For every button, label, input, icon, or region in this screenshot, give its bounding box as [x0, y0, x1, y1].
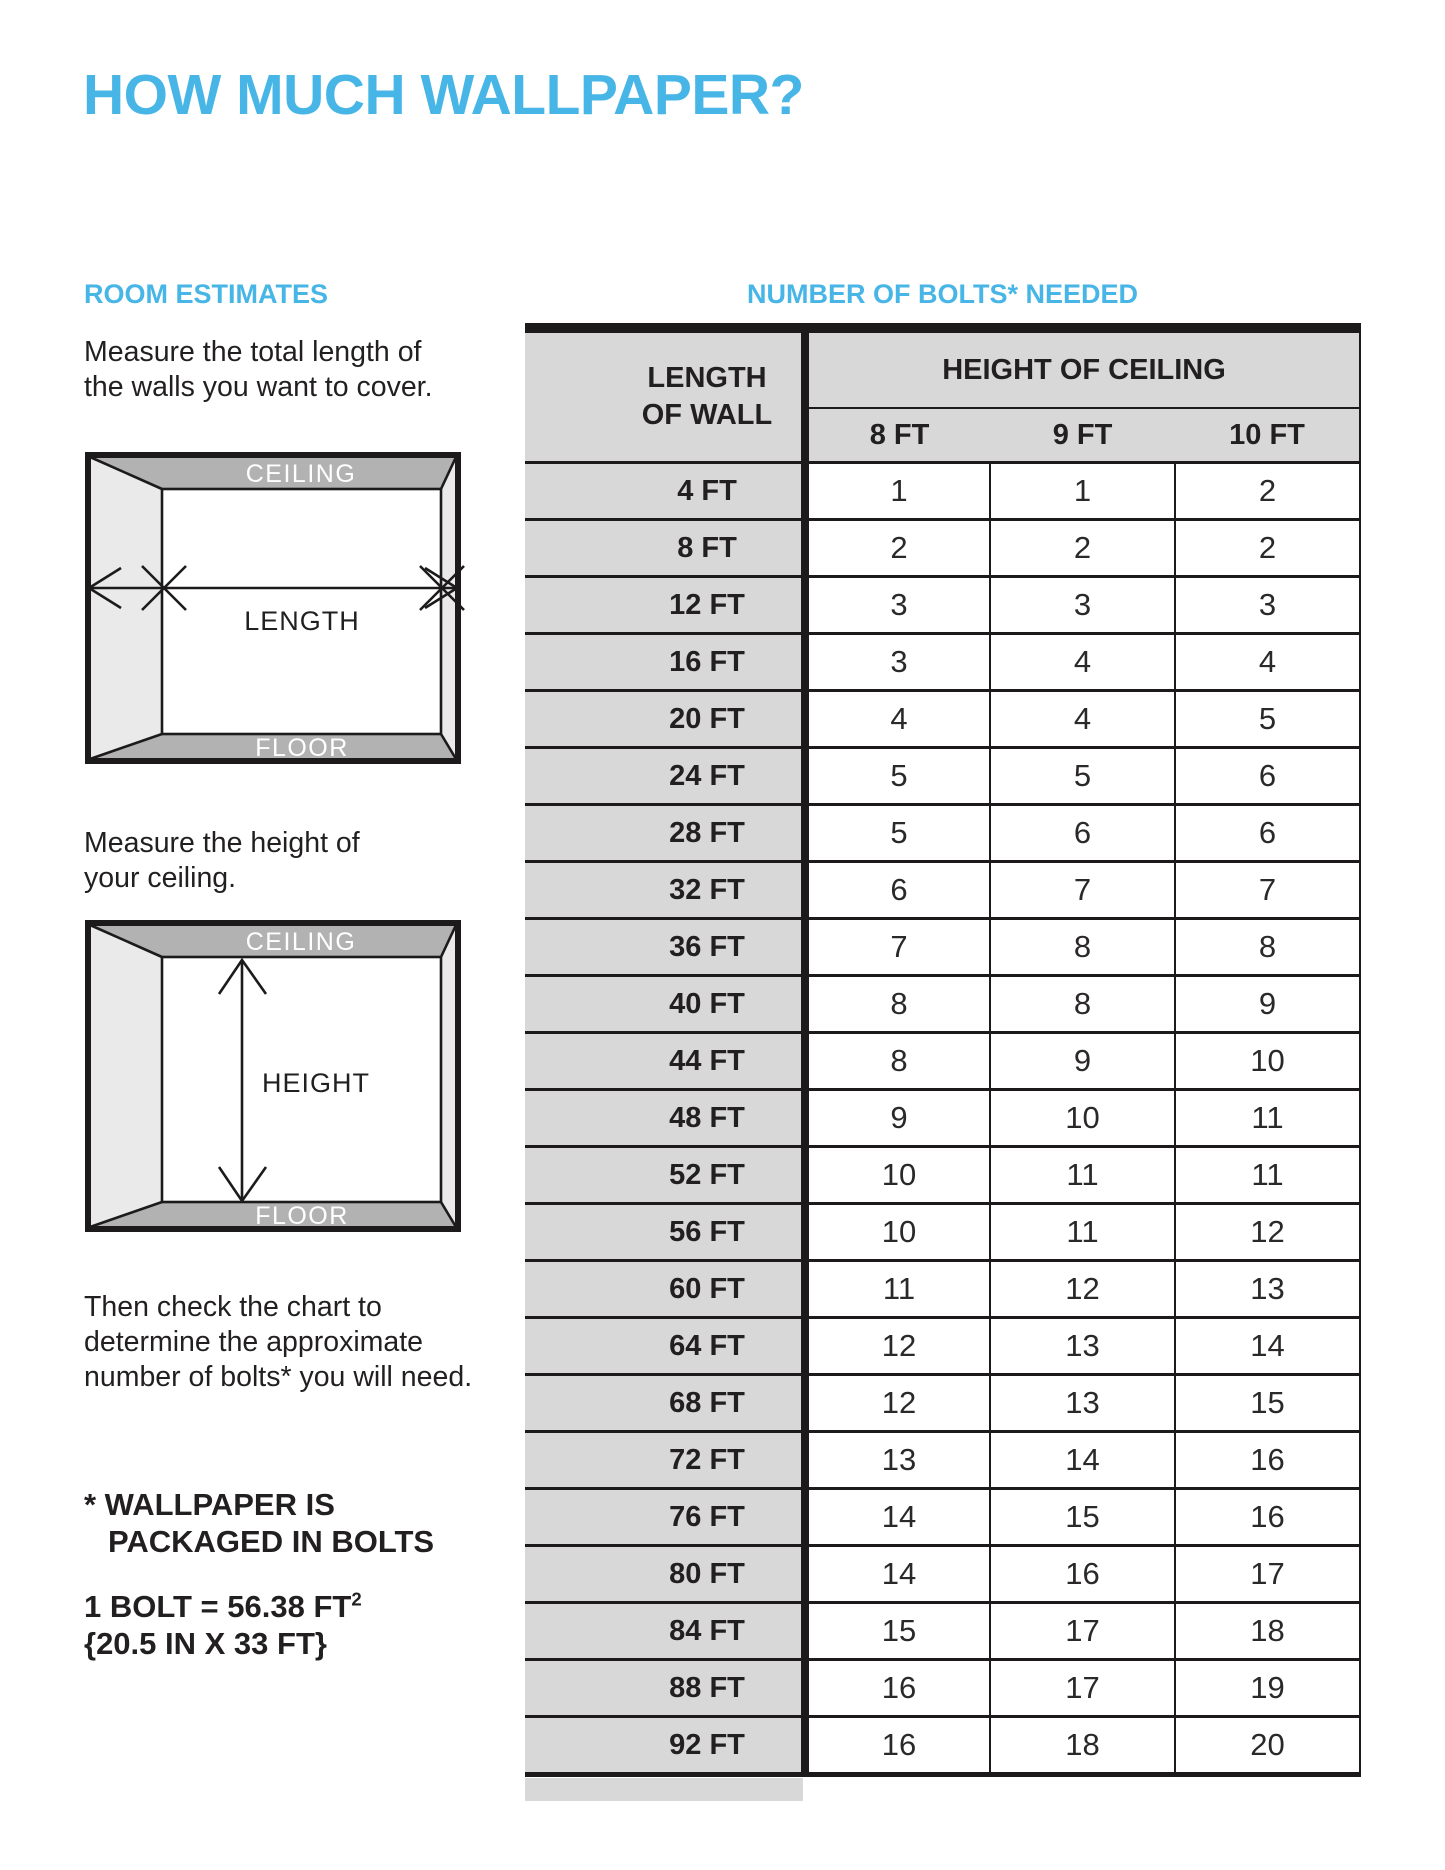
table-row	[525, 1261, 1360, 1318]
bolt-count-cell: 16	[805, 1717, 990, 1775]
bolt-count-cell: 12	[1175, 1204, 1360, 1261]
bolt-count-cell: 10	[805, 1204, 990, 1261]
section-heading-bolts-needed: NUMBER OF BOLTS* NEEDED	[746, 279, 1138, 309]
bolt-count-cell: 11	[805, 1261, 990, 1318]
bolt-count-cell: 16	[1175, 1432, 1360, 1489]
footnote-line: PACKAGED IN BOLTS	[108, 1524, 435, 1559]
bolt-count-cell: 7	[990, 862, 1175, 919]
bolt-count-cell: 15	[990, 1489, 1175, 1546]
row-label: 60 FT	[525, 1261, 805, 1318]
bolt-count-cell: 9	[1175, 976, 1360, 1033]
ceiling-label: CEILING	[245, 460, 357, 488]
bolt-count-cell: 19	[1175, 1660, 1360, 1717]
bolt-count-cell: 10	[990, 1090, 1175, 1147]
bolt-count-cell: 10	[805, 1147, 990, 1204]
bolt-count-cell: 5	[805, 805, 990, 862]
bolt-count-cell: 1	[805, 463, 990, 520]
table-row	[525, 1717, 1360, 1775]
table-row	[525, 805, 1360, 862]
room-height-diagram	[85, 920, 461, 1232]
bolt-count-cell: 11	[1175, 1090, 1360, 1147]
row-label: 8 FT	[525, 520, 805, 577]
instruction-step-2	[84, 826, 360, 896]
right-wall-surface	[441, 925, 456, 1227]
table-row	[525, 634, 1360, 691]
table-row	[525, 1546, 1360, 1603]
row-label: 64 FT	[525, 1318, 805, 1375]
left-wall-surface	[90, 457, 162, 759]
bolt-count-cell: 13	[805, 1432, 990, 1489]
bolt-count-cell: 6	[1175, 805, 1360, 862]
bolt-count-cell: 13	[990, 1318, 1175, 1375]
row-label: 80 FT	[525, 1546, 805, 1603]
table-row	[525, 577, 1360, 634]
table-row	[525, 976, 1360, 1033]
row-label: 56 FT	[525, 1204, 805, 1261]
bolt-count-cell: 4	[805, 691, 990, 748]
row-label: 68 FT	[525, 1375, 805, 1432]
table-row	[525, 1204, 1360, 1261]
row-label: 88 FT	[525, 1660, 805, 1717]
table-row	[525, 748, 1360, 805]
row-label: 32 FT	[525, 862, 805, 919]
row-label: 12 FT	[525, 577, 805, 634]
section-heading-room-estimates: ROOM ESTIMATES	[84, 279, 329, 309]
bolt-count-cell: 8	[805, 1033, 990, 1090]
wallpaper-footnote	[84, 1486, 434, 1560]
instruction-line: the walls you want to cover.	[84, 371, 433, 403]
bolt-count-cell: 8	[1175, 919, 1360, 976]
bolt-count-cell: 16	[805, 1660, 990, 1717]
table-row	[525, 1147, 1360, 1204]
squared-superscript: 2	[351, 1588, 362, 1610]
row-label: 84 FT	[525, 1603, 805, 1660]
bolt-count-cell: 5	[1175, 691, 1360, 748]
instruction-line: Then check the chart to	[84, 1291, 382, 1323]
bolt-count-cell: 14	[805, 1546, 990, 1603]
floor-label: FLOOR	[255, 734, 349, 762]
row-label: 72 FT	[525, 1432, 805, 1489]
bolt-count-cell: 2	[805, 520, 990, 577]
instruction-line: number of bolts* you will need.	[84, 1361, 473, 1393]
bolt-count-cell: 12	[805, 1375, 990, 1432]
table-row	[525, 1318, 1360, 1375]
bolt-count-cell: 3	[1175, 577, 1360, 634]
bolt-count-cell: 2	[1175, 520, 1360, 577]
bolt-count-cell: 7	[805, 919, 990, 976]
bolt-count-cell: 17	[990, 1660, 1175, 1717]
bolt-count-cell: 6	[990, 805, 1175, 862]
instruction-line: your ceiling.	[84, 862, 237, 894]
bolt-table	[525, 323, 1361, 1777]
bolt-count-cell: 14	[1175, 1318, 1360, 1375]
bolt-count-cell: 3	[805, 634, 990, 691]
bolt-count-cell: 2	[1175, 463, 1360, 520]
table-row	[525, 463, 1360, 520]
room-length-diagram	[85, 452, 461, 764]
bolt-count-cell: 8	[805, 976, 990, 1033]
row-label: 40 FT	[525, 976, 805, 1033]
bolt-count-cell: 9	[990, 1033, 1175, 1090]
col-group-header: HEIGHT OF CEILING	[805, 328, 1360, 408]
col-header-8ft: 8 FT	[805, 408, 990, 463]
bolt-count-cell: 13	[1175, 1261, 1360, 1318]
col-header-9ft: 9 FT	[990, 408, 1175, 463]
bolt-count-cell: 5	[990, 748, 1175, 805]
bolt-count-cell: 5	[805, 748, 990, 805]
bolt-table-body	[525, 463, 1360, 1775]
table-row	[525, 1660, 1360, 1717]
table-row	[525, 691, 1360, 748]
bolt-count-cell: 9	[805, 1090, 990, 1147]
table-row	[525, 1489, 1360, 1546]
bolt-count-cell: 2	[990, 520, 1175, 577]
bolt-count-cell: 8	[990, 976, 1175, 1033]
bolt-count-cell: 14	[990, 1432, 1175, 1489]
table-label-column-tail	[525, 1778, 803, 1801]
instruction-line: determine the approximate	[84, 1326, 424, 1358]
bolt-count-cell: 4	[1175, 634, 1360, 691]
row-label: 16 FT	[525, 634, 805, 691]
bolt-equation: 1 BOLT = 56.38 $FT^2$	[84, 1588, 362, 1624]
bolt-count-cell: 16	[990, 1546, 1175, 1603]
bolt-count-cell: 13	[990, 1375, 1175, 1432]
table-header-row	[525, 328, 1360, 408]
row-label: 92 FT	[525, 1717, 805, 1775]
bolt-count-cell: 11	[990, 1204, 1175, 1261]
bolt-count-cell: 3	[805, 577, 990, 634]
bolt-count-cell: 18	[1175, 1603, 1360, 1660]
row-label: 20 FT	[525, 691, 805, 748]
bolt-count-cell: 15	[1175, 1375, 1360, 1432]
table-row	[525, 1432, 1360, 1489]
bolt-count-cell: 11	[990, 1147, 1175, 1204]
bolt-size-note	[84, 1588, 362, 1662]
bolt-count-cell: 3	[990, 577, 1175, 634]
table-row	[525, 1033, 1360, 1090]
bolt-dimensions: {20.5 IN X 33 FT}	[84, 1626, 327, 1661]
row-label: 28 FT	[525, 805, 805, 862]
row-label: 36 FT	[525, 919, 805, 976]
bolt-count-cell: 10	[1175, 1033, 1360, 1090]
row-label: 52 FT	[525, 1147, 805, 1204]
bolt-count-cell: 6	[805, 862, 990, 919]
bolt-count-cell: 17	[1175, 1546, 1360, 1603]
table-row	[525, 1603, 1360, 1660]
left-wall-surface	[90, 925, 162, 1227]
instruction-line: Measure the total length of	[84, 336, 422, 368]
row-group-header	[525, 328, 805, 463]
bolt-count-cell: 4	[990, 691, 1175, 748]
instruction-step-1	[84, 335, 433, 405]
bolt-count-cell: 11	[1175, 1147, 1360, 1204]
row-label: 24 FT	[525, 748, 805, 805]
bolt-count-cell: 12	[805, 1318, 990, 1375]
row-header-line: OF WALL	[641, 399, 773, 431]
bolt-count-cell: 15	[805, 1603, 990, 1660]
bolt-count-cell: 1	[990, 463, 1175, 520]
length-label: LENGTH	[244, 606, 360, 636]
table-row	[525, 1375, 1360, 1432]
bolt-count-cell: 17	[990, 1603, 1175, 1660]
height-label: HEIGHT	[262, 1068, 371, 1098]
footnote-line: * WALLPAPER IS	[84, 1487, 335, 1522]
floor-label: FLOOR	[255, 1202, 349, 1230]
table-row	[525, 862, 1360, 919]
row-label: 44 FT	[525, 1033, 805, 1090]
bolt-count-cell: 7	[1175, 862, 1360, 919]
bolt-count-cell: 4	[990, 634, 1175, 691]
row-header-line: LENGTH	[647, 362, 767, 394]
table-row	[525, 520, 1360, 577]
ceiling-label: CEILING	[245, 928, 357, 956]
table-row	[525, 919, 1360, 976]
bolt-count-cell: 18	[990, 1717, 1175, 1775]
bolt-count-cell: 6	[1175, 748, 1360, 805]
instruction-step-3	[84, 1290, 472, 1395]
row-label: 4 FT	[525, 463, 805, 520]
bolt-count-cell: 14	[805, 1489, 990, 1546]
bolt-count-cell: 16	[1175, 1489, 1360, 1546]
row-label: 48 FT	[525, 1090, 805, 1147]
instruction-line: Measure the height of	[84, 827, 360, 859]
bolt-count-cell: 12	[990, 1261, 1175, 1318]
page-title: HOW MUCH WALLPAPER?	[83, 63, 804, 127]
bolt-count-cell: 20	[1175, 1717, 1360, 1775]
bolt-count-cell: 8	[990, 919, 1175, 976]
col-header-10ft: 10 FT	[1175, 408, 1360, 463]
row-label: 76 FT	[525, 1489, 805, 1546]
table-row	[525, 1090, 1360, 1147]
right-wall-surface	[441, 457, 456, 759]
